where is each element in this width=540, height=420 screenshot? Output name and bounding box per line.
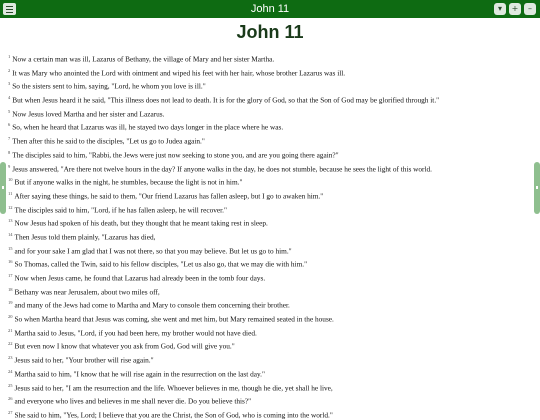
verse-number: 15 [8, 245, 13, 251]
verse-text: Jesus said to her, "I am the resurrection and the life. Whoever believes in me, though he die, yet shall he live, [14, 382, 333, 392]
verse-item [8, 351, 530, 365]
verse-number: 2 [8, 67, 11, 73]
previous-chapter-handle[interactable] [0, 162, 6, 214]
verse-list [8, 50, 530, 420]
verse-number: 14 [8, 231, 13, 237]
verse-item [8, 50, 530, 64]
verse-number: 20 [8, 314, 13, 320]
verse-text: Then after this he said to the disciples, "Let us go to Judea again." [12, 136, 205, 146]
verse-item [8, 406, 530, 420]
verse-text: So the sisters sent to him, saying, "Lord, he whom you love is ill." [12, 81, 206, 91]
verse-number: 18 [8, 286, 13, 292]
verse-number: 7 [8, 136, 11, 142]
verse-item [8, 296, 530, 310]
verse-item [8, 337, 530, 351]
verse-item [8, 242, 530, 256]
verse-item [8, 173, 530, 187]
chapter-title: John 11 [236, 22, 304, 42]
verse-item [8, 91, 530, 105]
verse-item [8, 201, 530, 215]
top-bar [0, 0, 540, 18]
verse-text: Now Jesus loved Martha and her sister and Lazarus. [12, 109, 165, 119]
verse-text: So Thomas, called the Twin, said to his fellow disciples, "Let us also go, that we may die with him." [14, 259, 308, 269]
verse-text: The disciples said to him, "Rabbi, the Jews were just now seeking to stone you, and are you going there again?" [12, 150, 339, 160]
verse-number: 4 [8, 95, 11, 101]
verse-text: Martha said to him, "I know that he will rise again in the resurrection on the last day." [14, 369, 265, 379]
verse-text: Jesus said to her, "Your brother will rise again." [14, 355, 154, 365]
verse-number: 26 [8, 396, 13, 402]
verse-text: and many of the Jews had come to Martha and Mary to console them concerning their brother. [14, 300, 290, 310]
verse-number: 10 [8, 177, 13, 183]
verse-number: 13 [8, 218, 13, 224]
verse-text: and everyone who lives and believes in me shall never die. Do you believe this?" [14, 396, 252, 406]
verse-number: 16 [8, 259, 13, 265]
verse-text: Martha said to Jesus, "Lord, if you had been here, my brother would not have died. [14, 328, 257, 338]
verse-text: and for your sake I am glad that I was not there, so that you may believe. But let us go to him." [14, 246, 292, 256]
verse-number: 8 [8, 149, 11, 155]
verse-number: 3 [8, 81, 11, 87]
chevron-down-icon: ▾ [497, 4, 502, 13]
minus-button[interactable] [524, 3, 536, 15]
verse-item [8, 132, 530, 146]
verse-text: But if anyone walks in the night, he stumbles, because the light is not in him." [14, 177, 243, 187]
verse-text: So, when he heard that Lazarus was ill, he stayed two days longer in the place where he was. [12, 122, 284, 132]
verse-text: The disciples said to him, "Lord, if he has fallen asleep, he will recover." [14, 204, 227, 214]
verse-item [8, 187, 530, 201]
verse-number: 5 [8, 108, 11, 114]
handle-grip-icon [536, 186, 538, 189]
verse-number: 23 [8, 355, 13, 361]
verse-number: 17 [8, 273, 13, 278]
minus-icon: – [528, 4, 532, 13]
verse-number: 19 [8, 300, 13, 306]
verse-number: 24 [8, 368, 13, 374]
verse-text: But even now I know that whatever you ask from God, God will give you." [14, 341, 235, 351]
verse-number: 21 [8, 327, 13, 333]
verse-text: After saying these things, he said to them, "Our friend Lazarus has fallen asleep, but I go to awaken him." [14, 191, 324, 201]
verse-number: 6 [8, 122, 11, 128]
verse-number: 9 [8, 163, 11, 169]
verse-item [8, 105, 530, 119]
verse-item [8, 214, 530, 228]
verse-text: Jesus answered, "Are there not twelve hours in the day? If anyone walks in the day, he does not stumble, because he sees the light of this world. [12, 163, 432, 173]
verse-text: But when Jesus heard it he said, "This illness does not lead to death. It is for the glory of God, so that the Son of God may be glorified through it." [12, 95, 440, 105]
verse-item [8, 228, 530, 242]
verse-text: Then Jesus told them plainly, "Lazarus has died, [14, 232, 156, 242]
verse-item [8, 160, 530, 174]
verse-item [8, 365, 530, 379]
dropdown-button[interactable] [494, 3, 506, 15]
verse-number: 12 [8, 204, 13, 210]
verse-number: 25 [8, 382, 13, 388]
verse-item [8, 392, 530, 406]
add-button[interactable] [509, 3, 521, 15]
plus-icon: + [511, 4, 519, 13]
verse-text: Now a certain man was ill, Lazarus of Bethany, the village of Mary and her sister Martha. [12, 54, 275, 64]
next-chapter-handle[interactable] [534, 162, 540, 214]
verse-item [8, 310, 530, 324]
verse-item [8, 118, 530, 132]
verse-item [8, 283, 530, 297]
verse-item [8, 146, 530, 160]
verse-item [8, 379, 530, 393]
verse-text: Now Jesus had spoken of his death, but they thought that he meant taking rest in sleep. [14, 218, 268, 228]
verse-number: 22 [8, 341, 13, 347]
verse-number: 27 [8, 409, 13, 415]
verse-item [8, 324, 530, 338]
verse-text: So when Martha heard that Jesus was coming, she went and met him, but Mary remained seated in the house. [14, 314, 334, 324]
verse-number: 1 [8, 54, 11, 59]
verse-item [8, 64, 530, 78]
toolbar-buttons [494, 3, 536, 15]
verse-item [8, 255, 530, 269]
verse-text: Bethany was near Jerusalem, about two miles off, [14, 287, 160, 297]
verse-text: It was Mary who anointed the Lord with ointment and wiped his feet with her hair, whose brother Lazarus was ill. [12, 68, 346, 78]
handle-grip-icon [2, 186, 4, 189]
app-title: John 11 [250, 3, 290, 15]
verse-text: She said to him, "Yes, Lord; I believe that you are the Christ, the Son of God, who is coming into the world." [14, 410, 333, 420]
verse-number: 11 [8, 190, 13, 196]
verse-item [8, 269, 530, 283]
verse-item [8, 77, 530, 91]
verse-text: Now when Jesus came, he found that Lazarus had already been in the tomb four days. [14, 273, 266, 283]
